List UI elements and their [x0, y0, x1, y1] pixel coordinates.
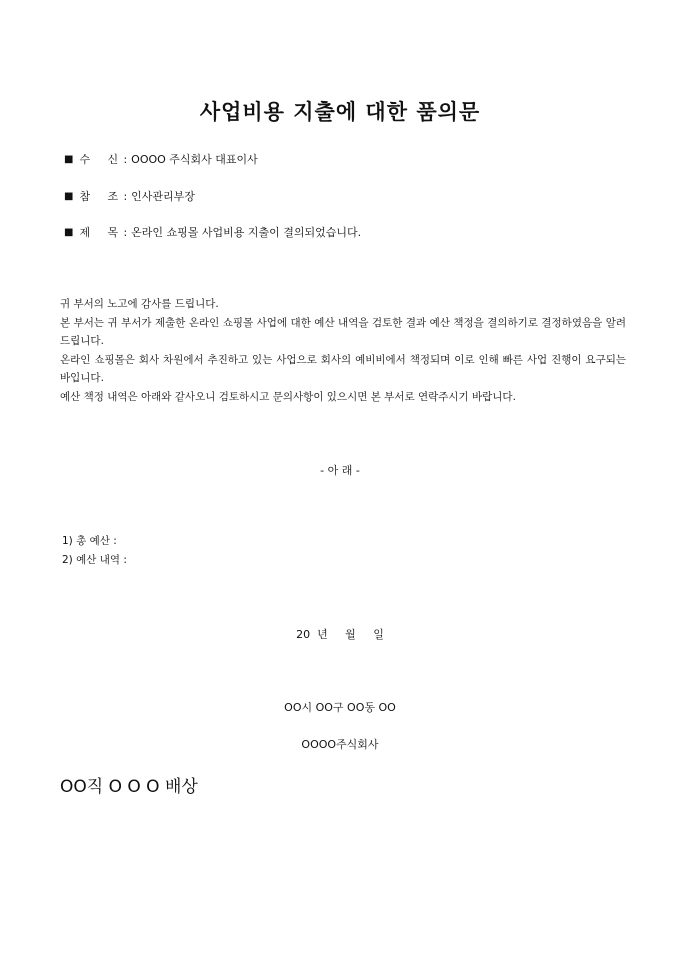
subject-value: 온라인 쇼핑몰 사업비용 지출이 결의되었습니다.	[131, 226, 362, 239]
address-line: OO시 OO구 OO동 OO	[284, 701, 396, 714]
recipient-value: OOOO 주식회사 대표이사	[131, 153, 258, 166]
body-paragraph: 예산 책정 내역은 아래와 같사오니 검토하시고 문의사항이 있으시면 본 부서로 연락주시기 바랍니다.	[60, 390, 516, 403]
below-marker: - 아 래 -	[320, 464, 360, 477]
reference-value: 인사관리부장	[131, 190, 195, 203]
recipient-label-1: 수	[79, 153, 91, 166]
colon: :	[123, 152, 128, 166]
square-bullet-icon: ■	[64, 153, 74, 165]
company-name: OOOO주식회사	[301, 738, 379, 751]
subject-label-1: 제	[79, 226, 91, 239]
body-text	[60, 295, 626, 406]
colon: :	[123, 189, 128, 203]
recipient-label-2: 신	[107, 153, 119, 166]
reference-label-1: 참	[79, 190, 91, 203]
budget-items	[62, 532, 127, 569]
budget-item-total: 1) 총 예산 :	[62, 535, 117, 547]
recipient-row	[64, 151, 258, 167]
reference-label-2: 조	[107, 190, 119, 203]
reference-row	[64, 188, 195, 204]
square-bullet-icon: ■	[64, 226, 74, 238]
colon: :	[123, 225, 128, 239]
subject-row	[64, 224, 361, 240]
date-line: 20 년 월 일	[296, 628, 384, 641]
body-paragraph: 본 부서는 귀 부서가 제출한 온라인 쇼핑몰 사업에 대한 예산 내역을 검토한 결과 예산 책정을 결의하기로 결정하였음을 알려드립니다.	[60, 316, 626, 347]
document-title: 사업비용 지출에 대한 품의문	[199, 100, 481, 124]
square-bullet-icon: ■	[64, 190, 74, 202]
body-paragraph: 온라인 쇼핑몰은 회사 차원에서 추진하고 있는 사업으로 회사의 예비비에서 책정되며 이로 인해 빠른 사업 진행이 요구되는 바입니다.	[60, 353, 626, 384]
subject-label-2: 목	[107, 226, 119, 239]
sender-signature: OO직 O O O 배상	[60, 777, 198, 797]
body-paragraph: 귀 부서의 노고에 감사를 드립니다.	[60, 298, 219, 310]
budget-item-detail: 2) 예산 내역 :	[62, 553, 127, 566]
